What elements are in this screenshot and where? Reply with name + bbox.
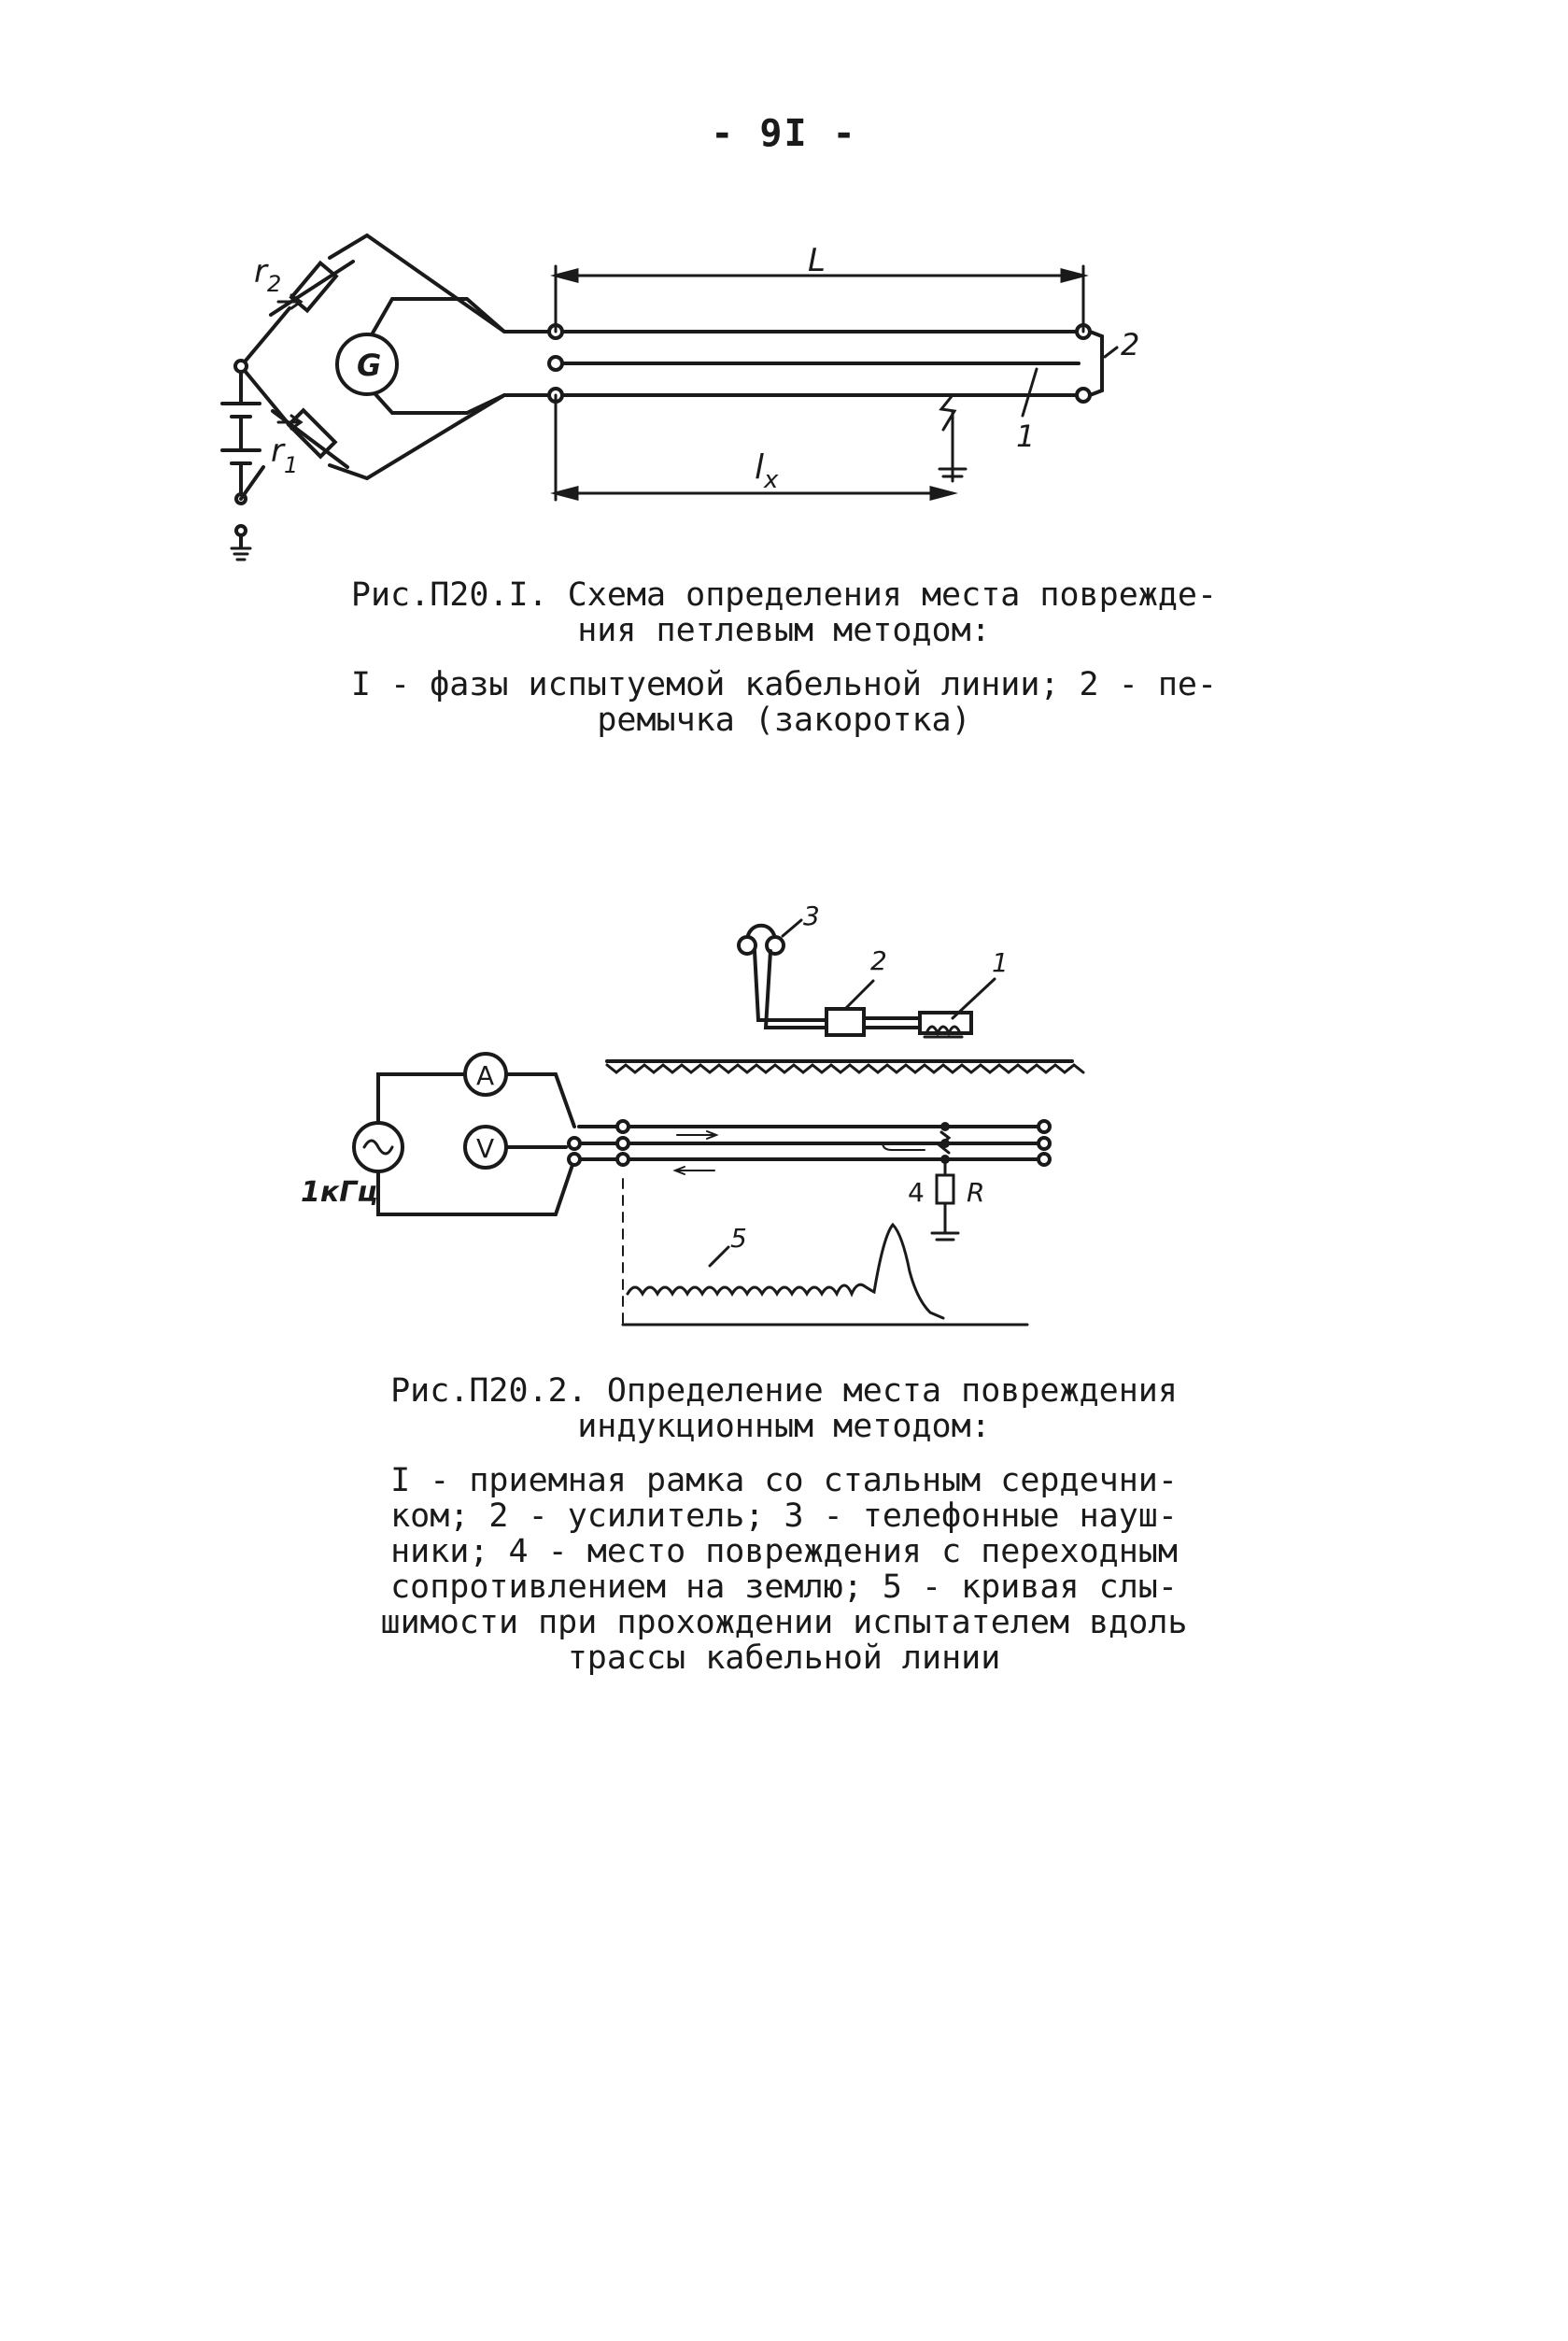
label-2: 2 [1121, 327, 1140, 362]
caption-line: трассы кабельной линии [567, 1639, 1001, 1677]
label-2: 2 [870, 945, 887, 976]
caption-line: ремычка (закоротка) [597, 702, 971, 739]
label-lx: $l_x$ [755, 448, 779, 494]
label-r1: $r_1$ [271, 433, 299, 478]
caption-line: сопротивлением на землю; 5 - кривая слы- [390, 1568, 1178, 1606]
caption-line: шимости при прохождении испытателем вдоль [380, 1604, 1188, 1641]
bridge-circuit [241, 235, 556, 478]
label-G: G [357, 348, 382, 383]
label-V: V [476, 1133, 495, 1164]
jumper [1090, 332, 1102, 395]
caption-line: Рис.П20.2. Определение места повреждения [390, 1372, 1178, 1410]
figure-2-caption [0, 1373, 1568, 1676]
label-L: L [808, 242, 826, 279]
label-A: A [476, 1060, 495, 1091]
figure-2-induction-method-diagram [0, 878, 1568, 1345]
caption-line: I - приемная рамка со стальным сердечни- [390, 1462, 1178, 1499]
label-R: R [967, 1177, 985, 1208]
figure-1-loop-method-diagram [0, 0, 1568, 579]
leader-2 [1105, 348, 1117, 357]
figure-1-caption [0, 577, 1568, 738]
label-1: 1 [1016, 419, 1036, 454]
fault-with-resistance-icon [932, 1122, 958, 1240]
receiving-frame-icon [864, 979, 995, 1037]
caption-line: Рис.П20.I. Схема определения места поврежде- [350, 576, 1218, 614]
cable-phases [549, 325, 1090, 402]
caption-line: ники; 4 - место повреждения с переходным [390, 1533, 1178, 1570]
current-arrows [675, 1131, 925, 1174]
amplifier-icon [826, 1009, 864, 1035]
headphones-icon [739, 920, 826, 1028]
caption-line: I - фазы испытуемой кабельной линии; 2 - пе- [350, 666, 1218, 703]
fault-to-ground-icon [939, 395, 966, 481]
caption-line: индукционным методом: [577, 1408, 991, 1445]
resistor-r2-icon [271, 262, 353, 315]
caption-line: ния петлевым методом: [577, 612, 991, 649]
ground-surface [607, 1061, 1083, 1072]
label-3: 3 [803, 901, 820, 931]
caption-line: ком; 2 - усилитель; 3 - телефонные науш- [390, 1497, 1178, 1535]
page-number: - 9I - [711, 112, 857, 155]
label-r2: $r_2$ [254, 253, 282, 297]
leader-1 [1023, 369, 1037, 416]
battery-and-switch [222, 361, 263, 560]
label-5: 5 [730, 1223, 747, 1254]
label-4: 4 [908, 1177, 925, 1208]
cable-phases [569, 1121, 1050, 1165]
label-frequency: 1кГц [301, 1176, 378, 1209]
label-1: 1 [992, 947, 1009, 978]
leader-2 [845, 981, 873, 1009]
